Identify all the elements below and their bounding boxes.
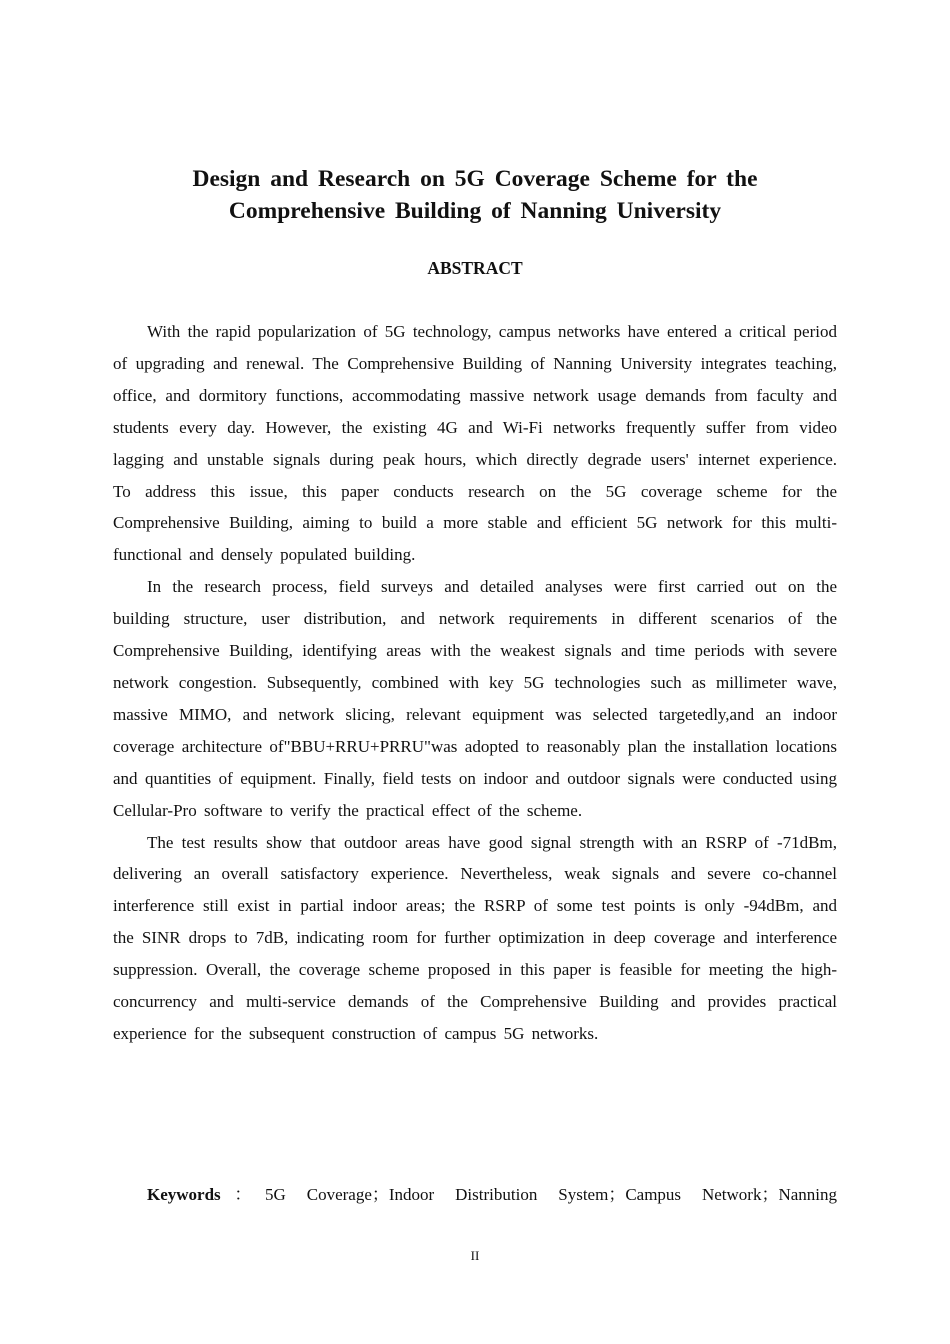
keywords-line xyxy=(113,1179,837,1211)
abstract-body xyxy=(113,316,837,1050)
abstract-paragraph-2: In the research process, field surveys and detailed analyses were first carried out on the building structure, user distribution, and network requirements in different scenarios of the Comprehensive Building, identifying areas with the weakest signals and time periods with severe network congestion. Subsequently, combined with key 5G technologies such as millimeter wave, massive MIMO, and network slicing, relevant equipment was selected targetedly,and an indoor coverage architecture of"BBU+RRU+PRRU"was adopted to reasonably plan the installation locations and quantities of equipment. Finally, field tests on indoor and outdoor signals were conducted using Cellular-Pro software to verify the practical effect of the scheme. xyxy=(113,577,837,820)
abstract-paragraph-1: With the rapid popularization of 5G technology, campus networks have entered a critical period of upgrading and renewal. The Comprehensive Building of Nanning University integrates teaching, office, and dormitory functions, accommodating massive network usage demands from faculty and students every day. However, the existing 4G and Wi-Fi networks frequently suffer from video lagging and unstable signals during peak hours, which directly degrade users' internet experience. To address this issue, this paper conducts research on the 5G coverage scheme for the Comprehensive Building, aiming to build a more stable and efficient 5G network for this multi-functional and densely populated building. xyxy=(113,322,837,565)
abstract-paragraph-3: The test results show that outdoor areas have good signal strength with an RSRP of -71dBm, delivering an overall satisfactory experience. Nevertheless, weak signals and severe co-channel interference still exist in partial indoor areas; the RSRP of some test points is only -94dBm, and the SINR drops to 7dB, indicating room for further optimization in deep coverage and interference suppression. Overall, the coverage scheme proposed in this paper is feasible for meeting the high-concurrency and multi-service demands of the Comprehensive Building and provides practical experience for the subsequent construction of campus 5G networks. xyxy=(113,832,837,1043)
paper-title-line-2: Comprehensive Building of Nanning University xyxy=(228,198,722,224)
page-number: II xyxy=(470,1248,480,1263)
abstract-heading: ABSTRACT xyxy=(427,258,523,278)
keywords-list: ：5G Coverage；Indoor Distribution System；Campus Network；Nanning xyxy=(220,1185,837,1204)
paper-title-line-1: Design and Research on 5G Coverage Scheme for the xyxy=(192,166,758,192)
paper-title xyxy=(113,163,837,227)
keywords-label: Keywords xyxy=(147,1185,221,1204)
